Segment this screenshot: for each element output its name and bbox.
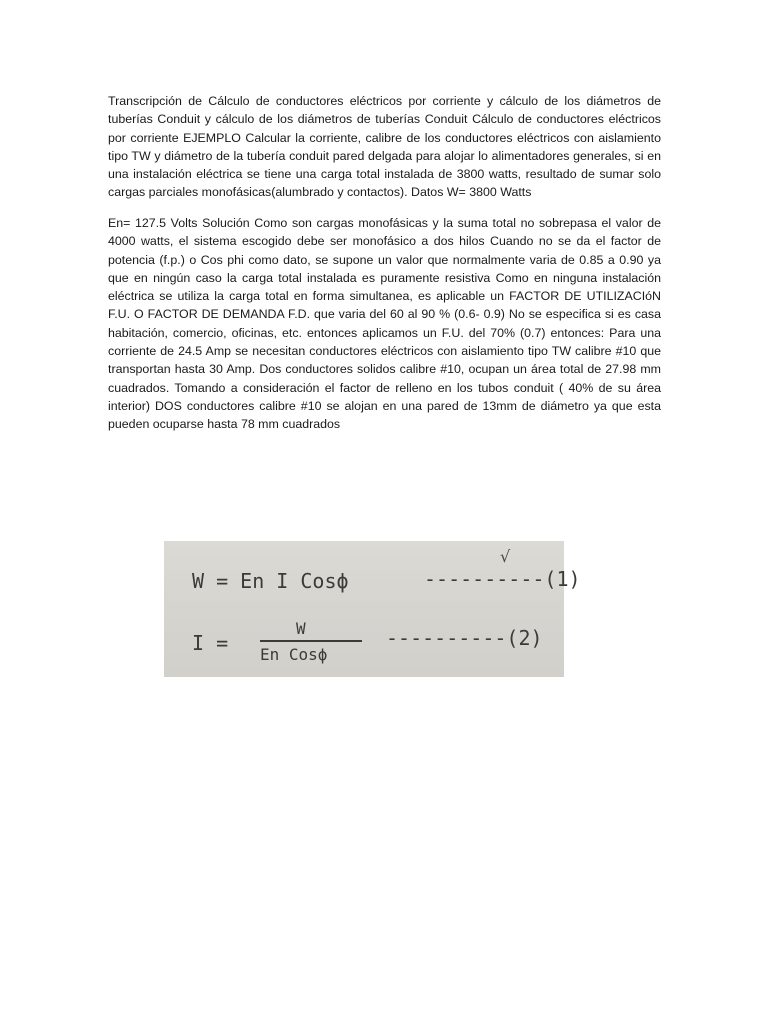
check-mark: √ (500, 547, 511, 566)
fraction-bar (260, 640, 362, 642)
equation-2-denominator: En Cosϕ (260, 645, 328, 664)
equation-2-reference: ----------(2) (386, 626, 543, 650)
equation-2-numerator: W (296, 619, 306, 638)
paragraph-1: Transcripción de Cálculo de conductores eléctricos por corriente y cálculo de los diámetros de tuberías Conduit y cálculo de los diámetros de tuberías Conduit Cálculo de conductores eléctricos por corriente EJEMPLO Calcular la corriente, calibre de los conductores eléctricos con aislamiento tipo TW y diámetro de la tubería conduit pared delgada para alojar lo alimentadores generales, si en una instalación eléctrica se tiene una carga total instalada de 3800 watts, resultado de sumar solo cargas parciales monofásicas(alumbrado y contactos). Datos W= 3800 Watts (108, 94, 661, 200)
equation-2-lhs: I = (192, 631, 229, 655)
formula-scan-image (164, 541, 581, 677)
paragraph-2: En= 127.5 Volts Solución Como son cargas monofásicas y la suma total no sobrepasa el valor de 4000 watts, el sistema escogido debe ser monofásico a dos hilos Cuando no se da el factor de potencia (f.p.) o Cos phi como dato, se supone un valor que normalmente varia de 0.85 a 0.90 ya que en ningún caso la carga total instalada es puramente resistiva Como en ninguna instalación eléctrica se utiliza la carga total en forma simultanea, es aplicable un FACTOR DE UTILIZACIóN F.U. O FACTOR DE DEMANDA F.D. que varia del 60 al 90 % (0.6- 0.9) No se especifica si es casa habitación, comercio, oficinas, etc. entonces aplicamos un F.U. del 70% (0.7) entonces: Para una corriente de 24.5 Amp se necesitan conductores eléctricos con aislamiento tipo TW calibre #10 que transportan hasta 30 Amp. Dos conductores solidos calibre #10, ocupan un área total de 27.98 mm cuadrados. Tomando a consideración el factor de relleno en los tubos conduit ( 40% de su área interior) DOS conductores calibre #10 se alojan en una pared de 13mm de diámetro ya que esta pueden ocuparse hasta 78 mm cuadrados (108, 216, 661, 432)
equation-1: W = En I Cosϕ (192, 569, 349, 593)
equation-1-reference: ----------(1) (424, 567, 581, 591)
